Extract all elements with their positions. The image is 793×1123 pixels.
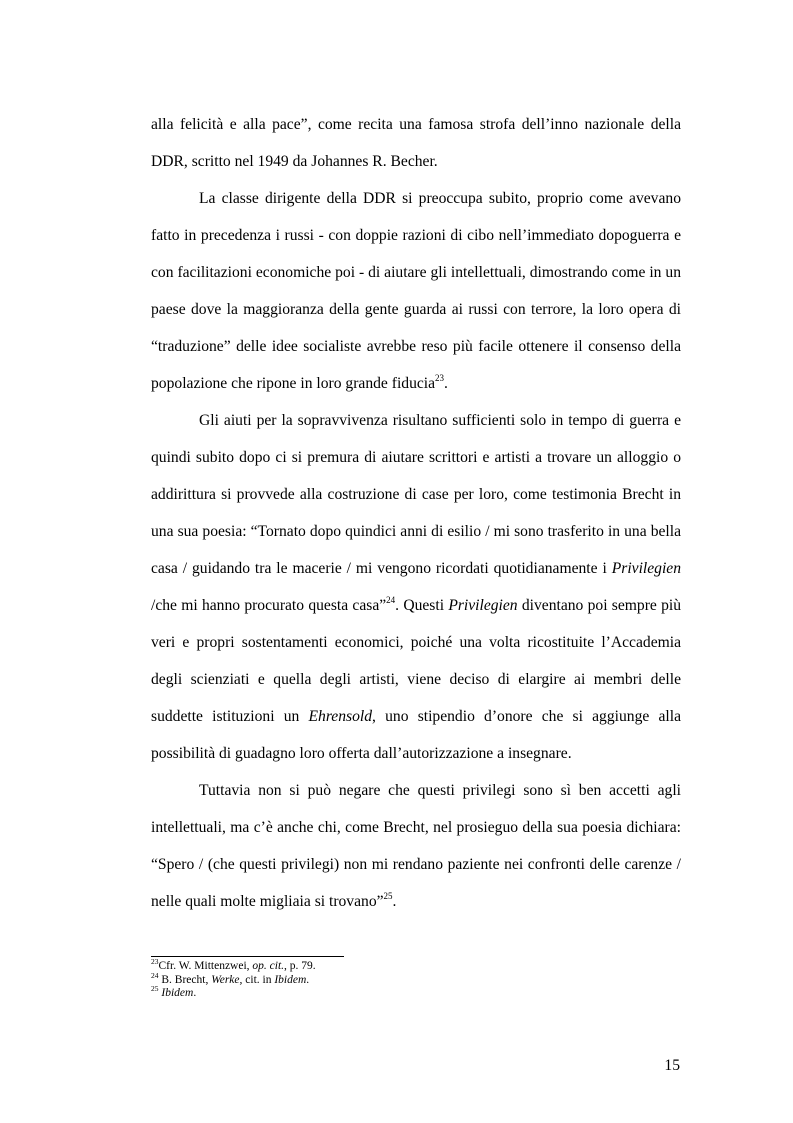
italic-term: Ehrensold <box>308 708 373 725</box>
footnote-ref-23[interactable]: 23 <box>435 372 445 383</box>
paragraph-4: Tuttavia non si può negare che questi privilegi sono sì ben accetti agli intellettuali, ma c’è anche chi, come Brecht, nel prosieguo della sua poesia dichiara: “Spero / (che questi privilegi) non mi rendano paziente nei confronti delle carenze / nelle quali molte migliaia si trovano”$^{25}$. <box>151 782 681 910</box>
italic-term: Privilegien <box>611 560 681 577</box>
footnote-23: $^{23}$Cfr. W. Mittenzwei, op. cit., p. 79. <box>151 957 316 972</box>
footnotes <box>151 957 681 1001</box>
footnote-ref-25[interactable]: 25 <box>383 890 393 901</box>
italic-term: Privilegien <box>448 597 518 614</box>
footnote-separator <box>151 956 344 957</box>
footnote-25: $^{25}$ Ibidem. <box>151 984 197 999</box>
footnote-ref-24[interactable]: 24 <box>386 594 396 605</box>
footnote-24: $^{24}$ B. Brecht, Werke, cit. in Ibidem. <box>151 970 310 986</box>
body-text <box>151 106 681 920</box>
page-number: 15 <box>664 1057 680 1074</box>
paragraph-2: La classe dirigente della DDR si preoccupa subito, proprio come avevano fatto in precedenza i russi - con doppie razioni di cibo nell’immediato dopoguerra e con facilitazioni economiche poi - di aiutare gli intellettuali, dimostrando come in un paese dove la maggioranza della gente guarda ai russi con terrore, la loro opera di “traduzione” delle idee socialiste avrebbe reso più facile ottenere il consenso della popolazione che ripone in loro grande fiducia$^{23}$. <box>151 190 681 392</box>
paragraph-1: alla felicità e alla pace”, come recita una famosa strofa dell’inno nazionale della DDR, scritto nel 1949 da Johannes R. Becher. <box>151 116 681 170</box>
paragraph-3: Gli aiuti per la sopravvivenza risultano sufficienti solo in tempo di guerra e quindi subito dopo ci si premura di aiutare scrittori e artisti a trovare un alloggio o addirittura si provvede alla costruzione di case per loro, come testimonia Brecht in una sua poesia: “Tornato dopo quindici anni di esilio / mi sono trasferito in una bella casa / guidando tra le macerie / mi vengono ricordati quotidianamente i Privilegien /che mi hanno procurato questa casa”$^{24}$. Questi Privilegien diventano poi sempre più veri e propri sostentamenti economici, poiché una volta ricostituite l’Accademia degli scienziati e quella degli artisti, viene deciso di elargire ai membri delle suddette istituzioni un Ehrensold, uno stipendio d’onore che si aggiunge alla possibilità di guadagno loro offerta dall’autorizzazione a insegnare. <box>151 412 681 762</box>
